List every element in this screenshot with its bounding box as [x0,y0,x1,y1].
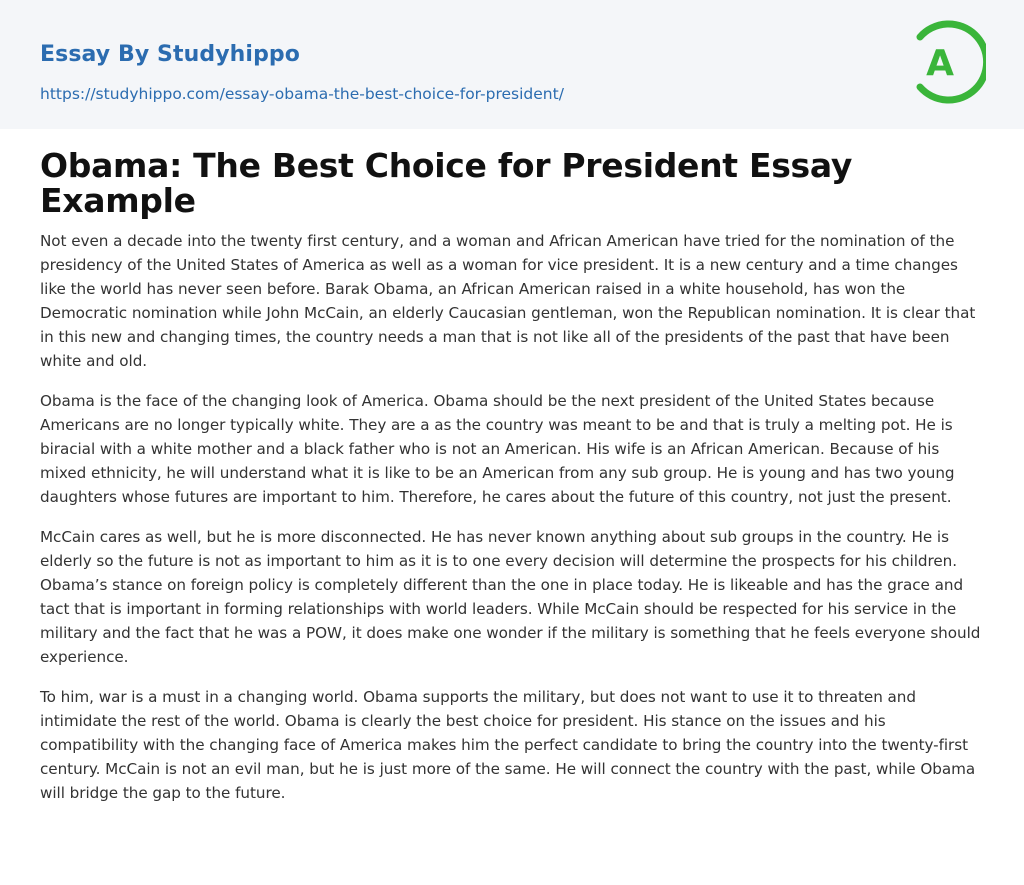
logo-letter: A [926,43,954,84]
essay-url-link[interactable]: https://studyhippo.com/essay-obama-the-best-choice-for-president/ [40,85,564,103]
essay-paragraph: McCain cares as well, but he is more disconnected. He has never known anything about sub groups in the country. He is elderly so the future is not as important to him as it is to one every decision will determine the prospects for his children. Obama’s stance on foreign policy is completely different than the one in place today. He is likeable and has the grace and tact that is important in forming relationships with world leaders. While McCain should be respected for his service in the military and the fact that he was a POW, it does make one wonder if the military is something that he feels everyone should experience. [40,528,981,666]
page-title: Obama: The Best Choice for President Essay Example [40,146,853,220]
essay-paragraph: To him, war is a must in a changing world. Obama supports the military, but does not want to use it to threaten and intimidate the rest of the world. Obama is clearly the best choice for president. His stance on the issues and his compatibility with the changing face of America makes him the perfect candidate to bring the country into the twenty-first century. McCain is not an evil man, but he is just more of the same. He will connect the country with the past, while Obama will bridge the gap to the future. [40,688,976,802]
essay-body [40,229,988,821]
page-header [0,0,1024,129]
site-brand[interactable]: Essay By Studyhippo [40,42,300,67]
essay-paragraph: Obama is the face of the changing look of America. Obama should be the next president of the United States because Americans are no longer typically white. They are a as the country was meant to be and that is truly a melting pot. He is biracial with a white mother and a black father who is not an American. His wife is an African American. Because of his mixed ethnicity, he will understand what it is like to be an American from any sub group. He is young and has two young daughters whose futures are important to him. Therefore, he cares about the future of this country, not just the present. [40,392,955,506]
essay-paragraph: Not even a decade into the twenty first century, and a woman and African American have tried for the nomination of the presidency of the United States of America as well as a woman for vice president. It is a new century and a time changes like the world has never seen before. Barak Obama, an African American raised in a white household, has won the Democratic nomination while John McCain, an elderly Caucasian gentleman, won the Republican nomination. It is clear that in this new and changing times, the country needs a man that is not like all of the presidents of the past that have been white and old. [40,232,976,370]
studyhippo-logo-icon[interactable] [912,19,986,105]
